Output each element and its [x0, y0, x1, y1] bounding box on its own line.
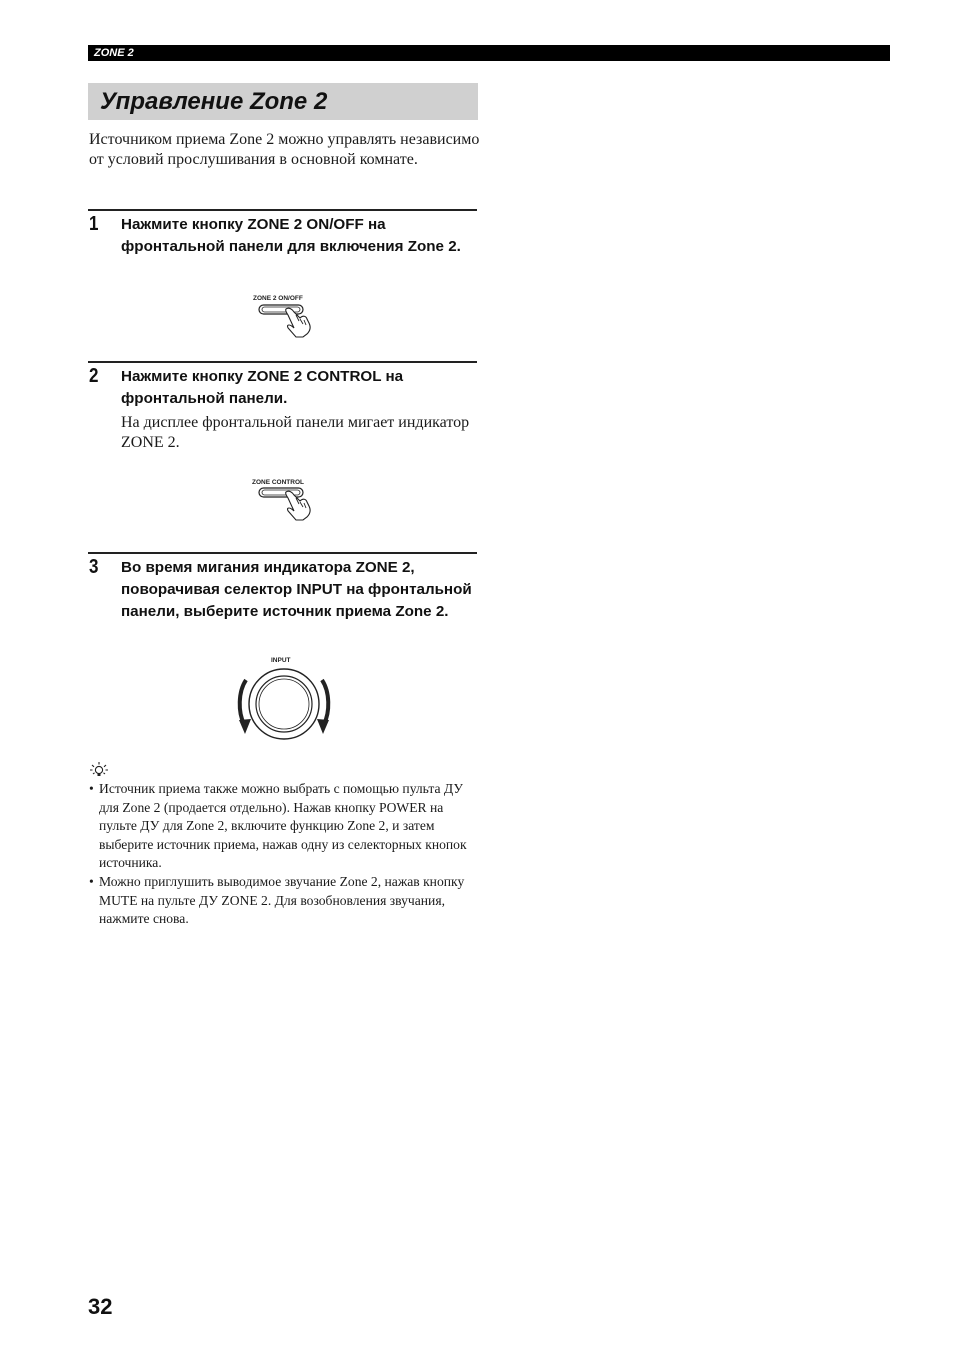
step-1-divider — [88, 209, 477, 211]
page-title-box — [88, 83, 478, 120]
step-1-text: Нажмите кнопку ZONE 2 ON/OFF на фронтальной панели для включения Zone 2. — [121, 216, 461, 255]
tip-text: Источник приема также можно выбрать с помощью пульта ДУ для Zone 2 (продается отдельно). Нажав кнопку POWER на пульте ДУ для Zone 2, включите функцию Zone 2, и затем выберите источник приема, нажав одну из селекторных кнопок источника. — [99, 781, 467, 871]
press-zone2-onoff-button-icon — [256, 303, 318, 339]
step-2-number: 2 — [89, 365, 99, 387]
step-1-number: 1 — [89, 213, 99, 235]
tip-item: • Источник приема также можно выбрать с помощью пульта ДУ для Zone 2 (продается отдельно). Нажав кнопку POWER на пульте ДУ для Zone 2, включите функцию Zone 2, и затем выберите источник приема, нажав одну из селекторных кнопок источника. — [89, 780, 481, 873]
section-header-bar — [88, 45, 890, 61]
step-3-text: Во время мигания индикатора ZONE 2, поворачивая селектор INPUT на фронтальной панели, выберите источник приема Zone 2. — [121, 559, 472, 620]
step-2-text: Нажмите кнопку ZONE 2 CONTROL на фронтальной панели. — [121, 368, 404, 407]
page-title: Управление Zone 2 — [100, 88, 328, 115]
step-3-number: 3 — [89, 556, 99, 578]
tip-lightbulb-icon — [90, 762, 108, 778]
tip-item: • Можно приглушить выводимое звучание Zone 2, нажав кнопку MUTE на пульте ДУ ZONE 2. Для возобновления звучания, нажмите снова. — [89, 873, 481, 929]
intro-paragraph: Источником приема Zone 2 можно управлять независимо от условий прослушивания в основной комнате. — [89, 131, 480, 168]
section-tag: ZONE 2 — [94, 47, 134, 59]
zone2-onoff-label: ZONE 2 ON/OFF — [253, 295, 303, 302]
step-2-note: На дисплее фронтальной панели мигает индикатор ZONE 2. — [121, 414, 470, 451]
tip-text: Можно приглушить выводимое звучание Zone 2, нажав кнопку MUTE на пульте ДУ ZONE 2. Для возобновления звучания, нажмите снова. — [99, 873, 465, 927]
page-number: 32 — [88, 1294, 113, 1319]
zone-control-label: ZONE CONTROL — [252, 479, 304, 486]
step-3-divider — [88, 552, 477, 554]
step-2-divider — [88, 361, 477, 363]
input-knob-rotate-icon — [236, 666, 332, 742]
input-selector-label: INPUT — [271, 657, 291, 664]
press-zone-control-button-icon — [256, 486, 318, 522]
tips-list — [89, 780, 481, 929]
